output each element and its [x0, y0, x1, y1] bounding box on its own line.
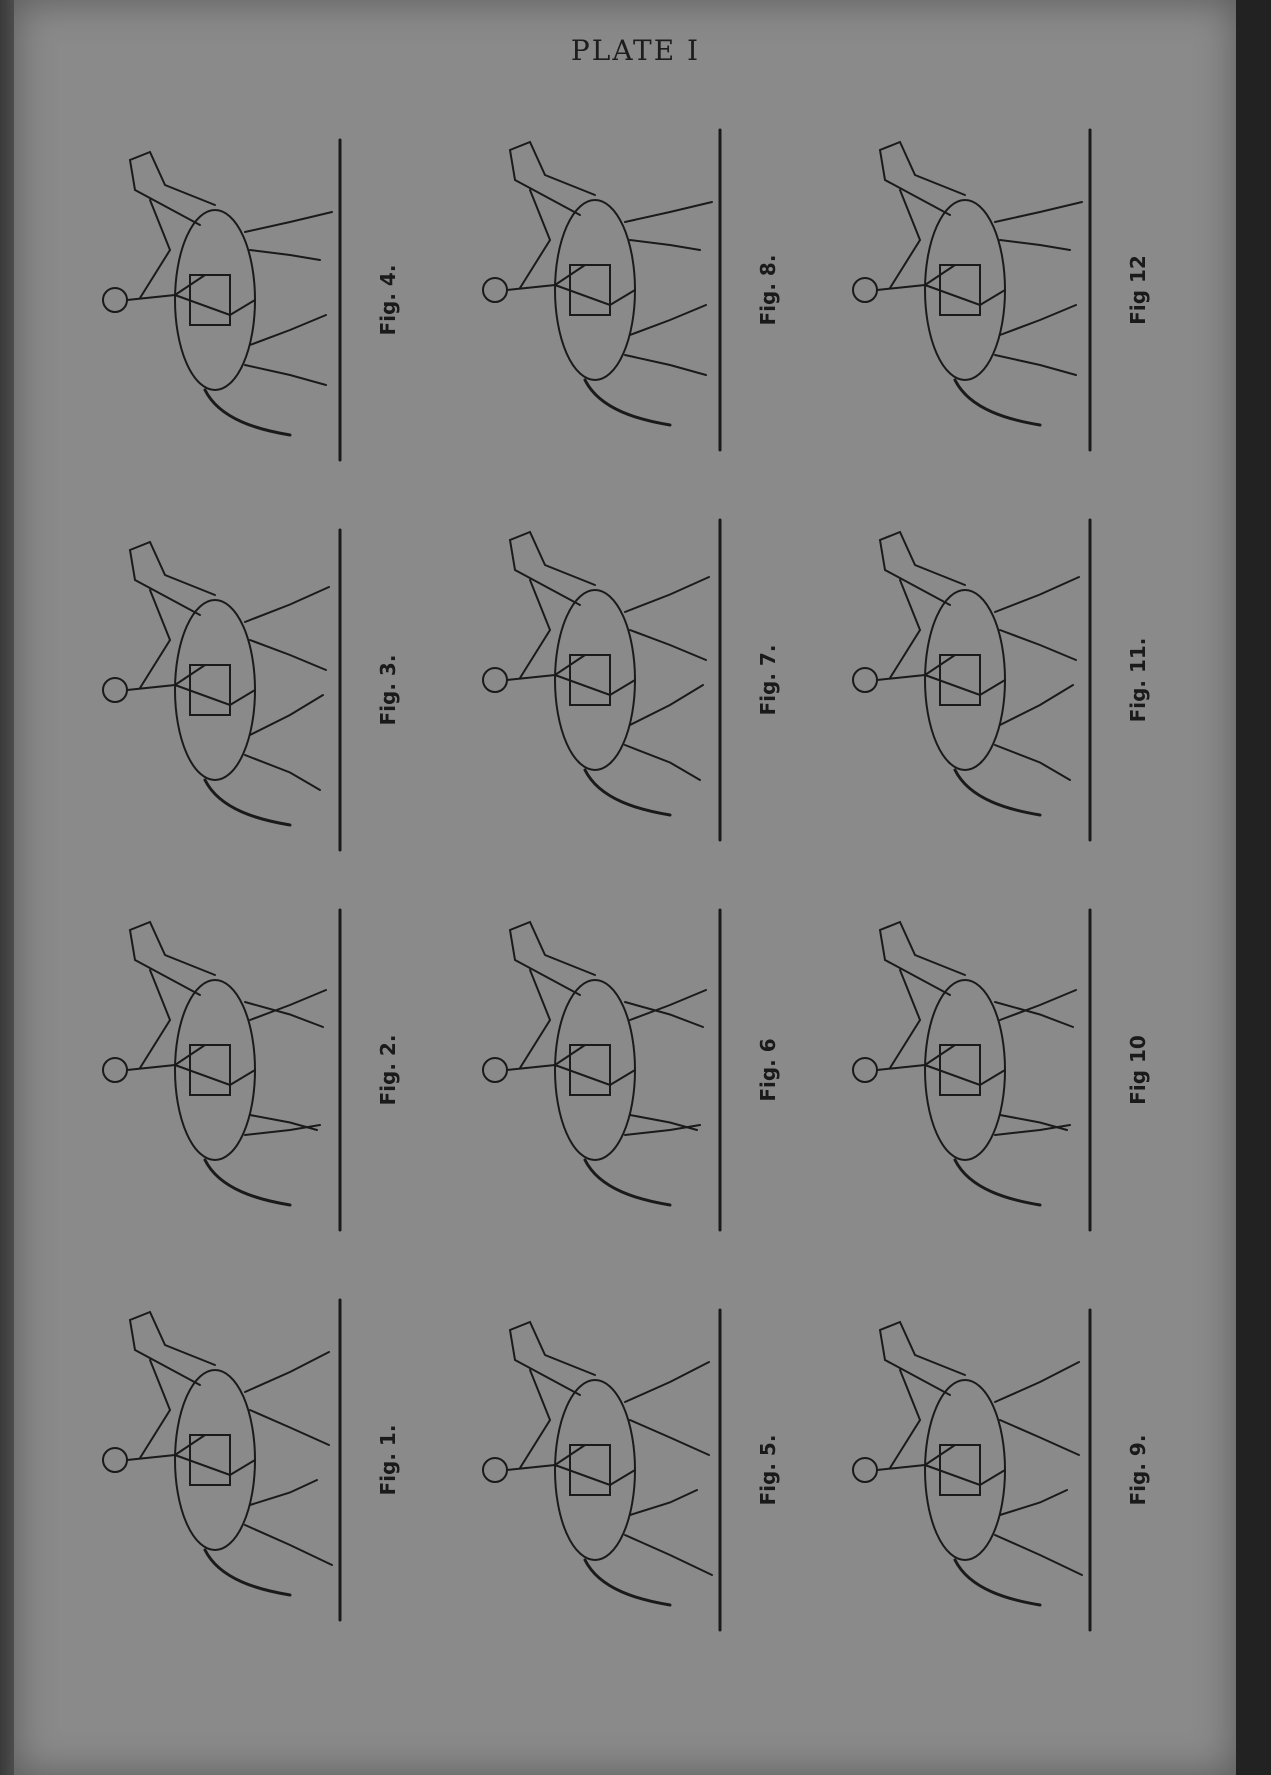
rider-body: [507, 1445, 585, 1470]
figure-8: [420, 100, 800, 480]
rider-arm: [520, 190, 550, 288]
horse-and-rider-icon: [790, 100, 1170, 480]
horse-tail: [585, 1560, 670, 1605]
horse-leg: [995, 355, 1076, 375]
horse-leg: [625, 1125, 700, 1135]
saddle-cloth: [940, 265, 980, 315]
rider-leg: [925, 675, 1005, 695]
horse-tail: [205, 780, 290, 825]
rider-arm: [890, 1370, 920, 1468]
horse-leg: [1000, 685, 1073, 725]
horse-leg: [995, 1535, 1082, 1575]
rider-leg: [555, 675, 635, 695]
figure-label: Fig. 9.: [1126, 1434, 1150, 1506]
figure-9: [790, 1280, 1170, 1660]
horse-leg: [245, 1352, 329, 1392]
horse-and-rider-icon: [790, 880, 1170, 1260]
rider-body: [877, 265, 955, 290]
saddle-cloth: [190, 275, 230, 325]
horse-and-rider-icon: [420, 100, 800, 480]
horse-leg: [630, 685, 703, 725]
rider-head: [853, 668, 877, 692]
figure-label: Fig. 1.: [376, 1424, 400, 1496]
figure-label: Fig 12: [1126, 255, 1150, 325]
rider-arm: [890, 580, 920, 678]
rider-arm: [520, 580, 550, 678]
figure-label: Fig. 7.: [756, 644, 780, 716]
horse-leg: [630, 1420, 709, 1455]
rider-leg: [175, 1455, 255, 1475]
figure-label: Fig. 11.: [1126, 637, 1150, 723]
rider-arm: [140, 200, 170, 298]
horse-leg: [995, 1362, 1079, 1402]
horse-tail: [585, 770, 670, 815]
horse-leg: [245, 1002, 323, 1027]
rider-head: [853, 278, 877, 302]
horse-leg: [625, 1362, 709, 1402]
horse-tail: [955, 1560, 1040, 1605]
horse-leg: [250, 250, 320, 260]
rider-body: [507, 655, 585, 680]
rider-leg: [555, 285, 635, 305]
horse-tail: [955, 1160, 1040, 1205]
saddle-cloth: [190, 1435, 230, 1485]
saddle-cloth: [190, 1045, 230, 1095]
rider-head: [853, 1058, 877, 1082]
rider-arm: [890, 190, 920, 288]
figure-label: Fig. 8.: [756, 254, 780, 326]
saddle-cloth: [940, 1045, 980, 1095]
figure-label: Fig. 5.: [756, 1434, 780, 1506]
figure-5: [420, 1280, 800, 1660]
saddle-cloth: [570, 265, 610, 315]
rider-head: [103, 1448, 127, 1472]
horse-and-rider-icon: [40, 880, 420, 1260]
horse-leg: [630, 630, 706, 660]
horse-leg: [250, 640, 326, 670]
horse-and-rider-icon: [40, 500, 420, 880]
rider-body: [127, 1435, 205, 1460]
rider-arm: [890, 970, 920, 1068]
rider-body: [877, 655, 955, 680]
figure-3: [40, 500, 420, 880]
horse-leg: [625, 1535, 712, 1575]
horse-leg: [625, 202, 712, 222]
horse-leg: [630, 990, 706, 1020]
figure-7: [420, 490, 800, 870]
horse-leg: [625, 1002, 703, 1027]
horse-leg: [630, 240, 700, 250]
horse-and-rider-icon: [40, 1270, 420, 1650]
rider-body: [127, 275, 205, 300]
figure-label: Fig. 6: [756, 1038, 780, 1102]
horse-leg: [1000, 1490, 1067, 1515]
saddle-cloth: [570, 1445, 610, 1495]
horse-leg: [625, 745, 700, 780]
figure-label: Fig 10: [1126, 1035, 1150, 1105]
horse-leg: [245, 1125, 320, 1135]
horse-leg: [245, 1525, 332, 1565]
horse-leg: [250, 315, 326, 345]
horse-leg: [995, 1125, 1070, 1135]
horse-and-rider-icon: [40, 110, 420, 490]
horse-leg: [1000, 240, 1070, 250]
horse-leg: [995, 745, 1070, 780]
horse-tail: [205, 1550, 290, 1595]
horse-leg: [625, 577, 709, 612]
saddle-cloth: [940, 655, 980, 705]
horse-leg: [250, 1410, 329, 1445]
plate-title: PLATE I: [570, 34, 701, 67]
rider-head: [103, 288, 127, 312]
rider-body: [507, 265, 585, 290]
horse-and-rider-icon: [790, 490, 1170, 870]
horse-and-rider-icon: [790, 1280, 1170, 1660]
figure-12: [790, 100, 1170, 480]
rider-arm: [140, 970, 170, 1068]
rider-arm: [520, 970, 550, 1068]
horse-tail: [585, 1160, 670, 1205]
rider-body: [877, 1045, 955, 1070]
horse-and-rider-icon: [420, 1280, 800, 1660]
rider-leg: [925, 285, 1005, 305]
rider-arm: [140, 590, 170, 688]
rider-body: [127, 665, 205, 690]
horse-leg: [245, 755, 320, 790]
horse-and-rider-icon: [420, 880, 800, 1260]
figure-label: Fig. 2.: [376, 1034, 400, 1106]
figure-10: [790, 880, 1170, 1260]
horse-leg: [1000, 1420, 1079, 1455]
rider-body: [507, 1045, 585, 1070]
rider-leg: [175, 295, 255, 315]
rider-head: [483, 1458, 507, 1482]
horse-leg: [245, 587, 329, 622]
figure-1: [40, 1270, 420, 1650]
horse-leg: [1000, 630, 1076, 660]
horse-leg: [245, 365, 326, 385]
rider-leg: [175, 1065, 255, 1085]
rider-arm: [140, 1360, 170, 1458]
figure-6: [420, 880, 800, 1260]
figure-2: [40, 880, 420, 1260]
saddle-cloth: [570, 1045, 610, 1095]
rider-body: [877, 1445, 955, 1470]
horse-and-rider-icon: [420, 490, 800, 870]
rider-head: [853, 1458, 877, 1482]
horse-tail: [585, 380, 670, 425]
rider-head: [483, 1058, 507, 1082]
horse-leg: [630, 1490, 697, 1515]
horse-tail: [205, 390, 290, 435]
rider-arm: [520, 1370, 550, 1468]
horse-tail: [205, 1160, 290, 1205]
rider-leg: [925, 1465, 1005, 1485]
rider-head: [483, 668, 507, 692]
rider-head: [103, 678, 127, 702]
rider-head: [483, 278, 507, 302]
horse-leg: [1000, 1115, 1067, 1130]
horse-leg: [1000, 990, 1076, 1020]
horse-leg: [995, 1002, 1073, 1027]
rider-head: [103, 1058, 127, 1082]
horse-leg: [250, 695, 323, 735]
horse-leg: [250, 1480, 317, 1505]
saddle-cloth: [190, 665, 230, 715]
horse-leg: [995, 577, 1079, 612]
rider-leg: [175, 685, 255, 705]
horse-tail: [955, 770, 1040, 815]
figure-label: Fig. 3.: [376, 654, 400, 726]
saddle-cloth: [940, 1445, 980, 1495]
rider-leg: [925, 1065, 1005, 1085]
horse-leg: [995, 202, 1082, 222]
horse-leg: [250, 1115, 317, 1130]
rider-leg: [555, 1065, 635, 1085]
figure-11: [790, 490, 1170, 870]
figure-4: [40, 110, 420, 490]
horse-leg: [630, 305, 706, 335]
horse-leg: [630, 1115, 697, 1130]
horse-leg: [250, 990, 326, 1020]
horse-leg: [625, 355, 706, 375]
horse-leg: [245, 212, 332, 232]
rider-leg: [555, 1465, 635, 1485]
horse-leg: [1000, 305, 1076, 335]
saddle-cloth: [570, 655, 610, 705]
horse-tail: [955, 380, 1040, 425]
rider-body: [127, 1045, 205, 1070]
figure-label: Fig. 4.: [376, 264, 400, 336]
